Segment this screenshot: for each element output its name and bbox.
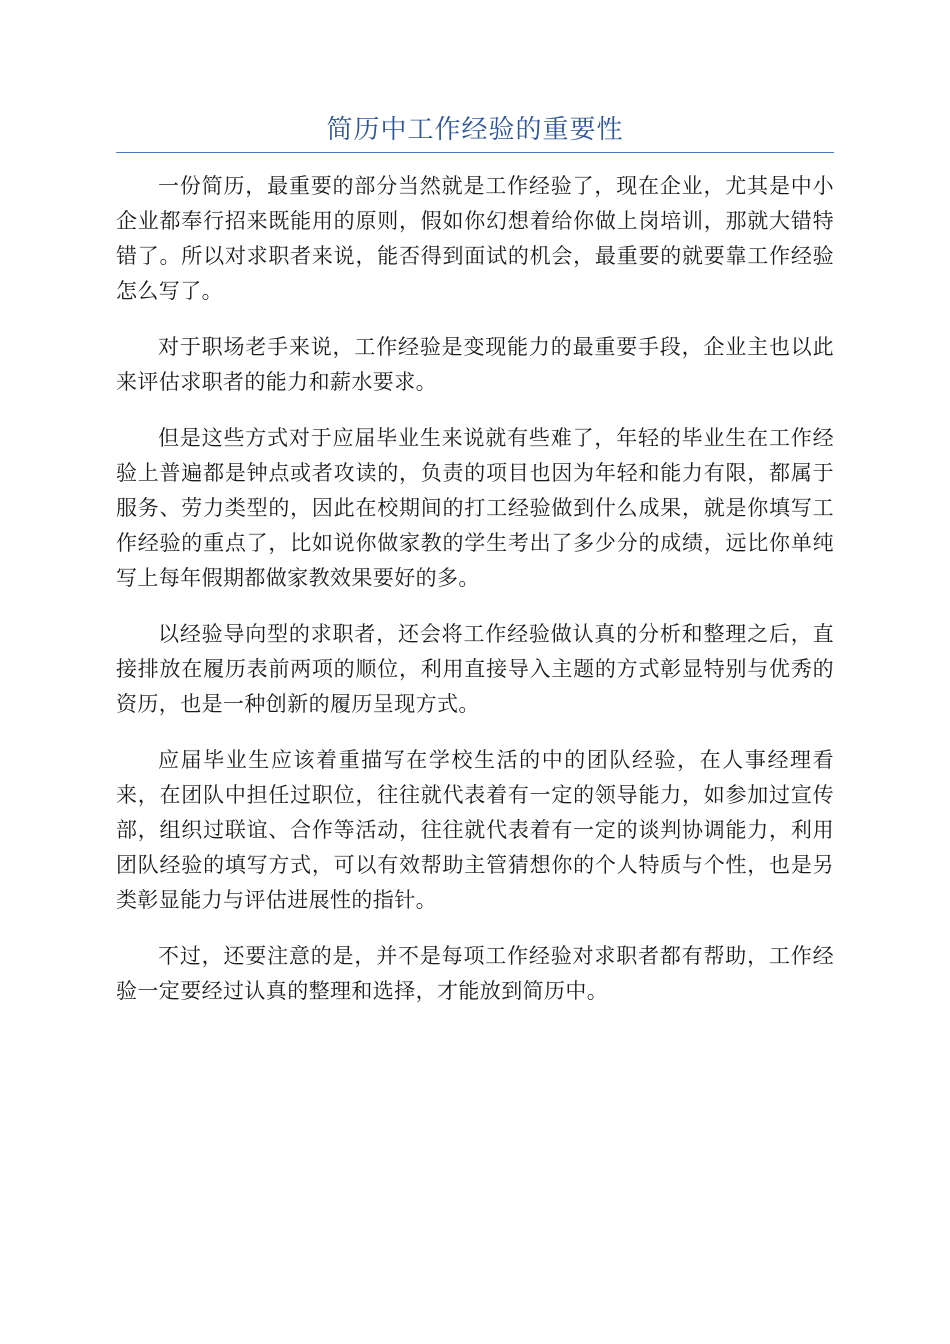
paragraph: 但是这些方式对于应届毕业生来说就有些难了，年轻的毕业生在工作经验上普遍都是钟点或者攻读的，负责的项目也因为年轻和能力有限，都属于服务、劳力类型的，因此在校期间的打工经验做到什么成果，就是你填写工作经验的重点了，比如说你做家教的学生考出了多少分的成绩，远比你单纯写上每年假期都做家教效果要好的多。 bbox=[116, 426, 834, 590]
paragraph: 对于职场老手来说，工作经验是变现能力的最重要手段，企业主也以此来评估求职者的能力和薪水要求。 bbox=[116, 335, 834, 394]
paragraph: 应届毕业生应该着重描写在学校生活的中的团队经验，在人事经理看来，在团队中担任过职位，往往就代表着有一定的领导能力，如参加过宣传部，组织过联谊、合作等活动，往往就代表着有一定的谈判协调能力，利用团队经验的填写方式，可以有效帮助主管猜想你的个人特质与个性，也是另类彰显能力与评估进展性的指针。 bbox=[116, 748, 834, 912]
paragraph: 以经验导向型的求职者，还会将工作经验做认真的分析和整理之后，直接排放在履历表前两项的顺位，利用直接导入主题的方式彰显特别与优秀的资历，也是一种创新的履历呈现方式。 bbox=[116, 622, 834, 716]
paragraph: 不过，还要注意的是，并不是每项工作经验对求职者都有帮助，工作经验一定要经过认真的整理和选择，才能放到简历中。 bbox=[116, 944, 834, 1003]
document-page bbox=[116, 112, 834, 1030]
document-body bbox=[116, 169, 834, 1009]
paragraph: 一份简历，最重要的部分当然就是工作经验了，现在企业，尤其是中小企业都奉行招来既能用的原则，假如你幻想着给你做上岗培训，那就大错特错了。所以对求职者来说，能否得到面试的机会，最重要的就要靠工作经验怎么写了。 bbox=[116, 174, 834, 303]
document-title: 简历中工作经验的重要性 bbox=[116, 112, 834, 153]
